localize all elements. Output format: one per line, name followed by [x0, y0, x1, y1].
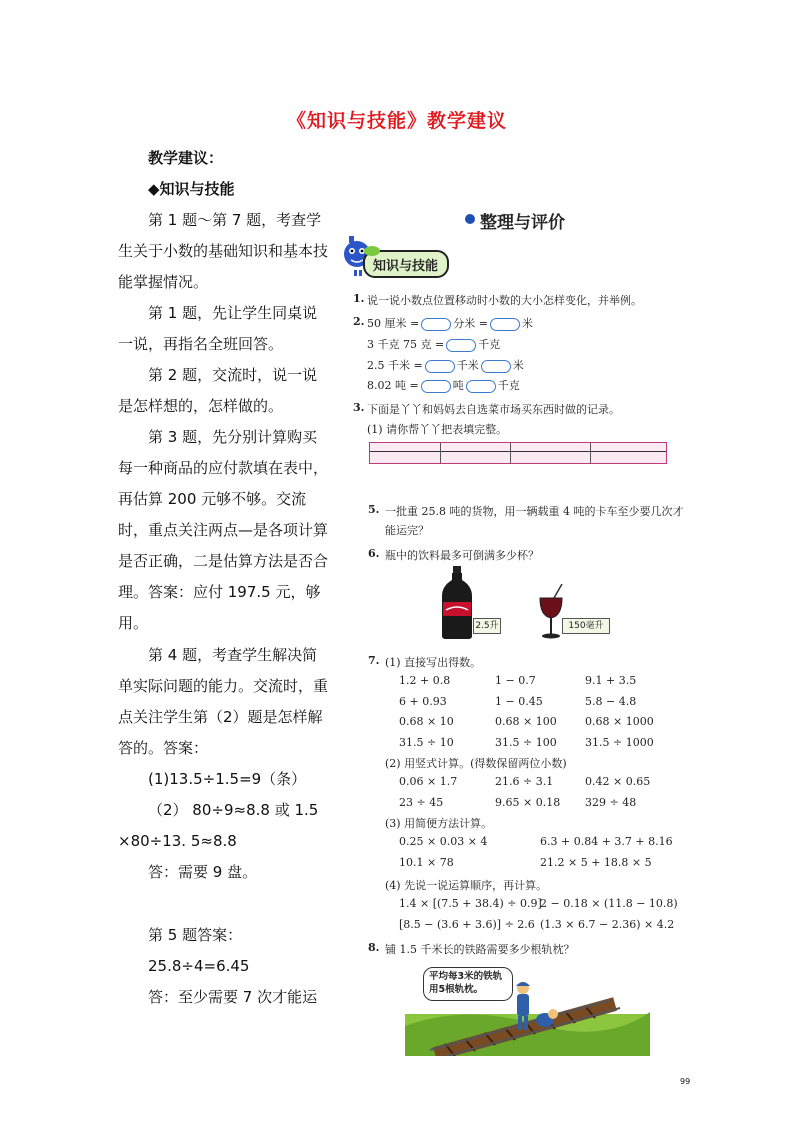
q2-line3: [367, 357, 524, 373]
q5-answer: 答：至少需要 7 次才能运: [148, 988, 318, 1006]
calc-item: 1 − 0.45: [495, 694, 543, 708]
q7-4-title: (4) 先说一说运算顺序，再计算。: [385, 879, 548, 892]
q2-l4b: 吨: [452, 379, 464, 392]
q7-1-title: (1) 直接写出得数。: [385, 656, 482, 669]
q7-3-title: (3) 用简便方法计算。: [385, 817, 493, 830]
q5-calc: 25.8÷4=6.45: [148, 957, 250, 975]
calc-item: 6 + 0.93: [399, 694, 447, 708]
calc-item: 23 ÷ 45: [399, 795, 444, 809]
q-num-5: 5.: [368, 503, 380, 516]
q2-l1a: 50 厘米 =: [367, 317, 420, 330]
page-title: 《知识与技能》教学建议: [286, 110, 507, 132]
calc-item: 2 − 0.18 × (11.8 − 10.8): [540, 897, 678, 910]
calc-item: 329 ÷ 48: [585, 795, 637, 809]
q5-text-b: 能运完？: [385, 524, 429, 537]
heading-teaching-advice: 教学建议：: [148, 149, 224, 167]
calc-item: 0.68 × 100: [495, 715, 557, 728]
table-col-line: [510, 443, 511, 463]
q2-l3a: 2.5 千米 =: [367, 359, 423, 372]
q3-sub: (1) 请你帮丫丫把表填完整。: [367, 423, 508, 436]
heading-knowledge-skill: ◆知识与技能: [148, 180, 235, 198]
q1-text: 说一说小数点位置移动时小数的大小怎样变化，并举例。: [367, 294, 642, 307]
blank-box: [425, 360, 455, 373]
blank-box: [421, 318, 451, 331]
blank-box: [421, 380, 451, 393]
calc-item: 0.25 × 0.03 × 4: [399, 835, 488, 848]
paragraph-q2: 第 2 题，交流时，说一说是怎样想的，怎样做的。: [118, 366, 318, 415]
wine-glass-icon: [537, 584, 565, 640]
blank-box: [466, 380, 496, 393]
calc-item: 9.65 × 0.18: [495, 795, 561, 809]
q-num-1: 1.: [353, 292, 365, 305]
q2-l1c: 米: [521, 317, 533, 330]
q8-text: 铺 1.5 千米长的铁路需要多少根轨枕？: [385, 943, 575, 956]
answer-2a: （2） 80÷9≈8.8 或 1.5: [148, 801, 319, 819]
bottle-label: 2.5升: [473, 618, 501, 634]
calc-item: 1 − 0.7: [495, 674, 536, 687]
calc-item: 9.1 + 3.5: [585, 674, 637, 687]
q2-l4c: 千克: [497, 379, 520, 392]
q2-l3b: 千米: [456, 359, 479, 372]
blank-box: [481, 360, 511, 373]
table-col-line: [440, 443, 441, 463]
q6-text: 瓶中的饮料最多可倒满多少杯？: [385, 549, 539, 562]
q2-l1b: 分米 =: [453, 317, 488, 330]
bottle-icon: [440, 566, 474, 640]
paragraph-q3: 第 3 题，先分别计算购买每一种商品的应付款填在表中，再估算 200 元够不够。交流时，重点关注两点—是各项计算是否正确，二是估算方法是否合理。答案：应付 197.5 元，够用。: [118, 428, 329, 632]
paragraph-q1: 第 1 题，先让学生同桌说一说，再指名全班回答。: [118, 304, 318, 353]
answer-1: (1)13.5÷1.5=9（条）: [148, 770, 307, 788]
calc-item: [8.5 − (3.6 + 3.6)] ÷ 2.6: [399, 917, 535, 931]
textbook-image: [335, 200, 684, 1060]
q2-line4: [367, 377, 520, 393]
calc-item: 0.68 × 1000: [585, 715, 654, 728]
calc-item: 0.06 × 1.7: [399, 775, 458, 788]
table-col-line: [590, 443, 591, 463]
section-title: 整理与评价: [480, 213, 565, 233]
bubble-text: 平均每3米的铁轨用5根轨枕。: [429, 971, 503, 995]
q-num-2: 2.: [353, 315, 365, 328]
page-number: 99: [680, 1077, 691, 1086]
glass-label: 150毫升: [562, 618, 610, 634]
calc-item: 1.4 × [(7.5 + 38.4) ÷ 0.9]: [399, 897, 542, 910]
q2-l4a: 8.02 吨 =: [367, 379, 419, 392]
calc-item: 6.3 + 0.84 + 3.7 + 8.16: [540, 835, 673, 848]
q5-heading: 第 5 题答案：: [148, 926, 243, 944]
paragraph-q1-7: 第 1 题～第 7 题，考查学生关于小数的基础知识和基本技能掌握情况。: [118, 211, 329, 291]
q-num-3: 3.: [353, 401, 365, 414]
calc-item: 21.2 × 5 + 18.8 × 5: [540, 855, 652, 869]
calc-item: (1.3 × 6.7 − 2.36) × 4.2: [540, 917, 675, 931]
q2-l2a: 3 千克 75 克 =: [367, 338, 445, 351]
q2-line1: [367, 315, 533, 331]
table-divider: [370, 451, 666, 452]
badge-label: 知识与技能: [373, 259, 439, 274]
calc-item: 31.5 ÷ 10: [399, 735, 454, 749]
leaf-icon: [363, 244, 381, 258]
q7-2-title: (2) 用竖式计算。(得数保留两位小数): [385, 757, 567, 770]
blank-box: [446, 339, 476, 352]
calc-item: 0.68 × 10: [399, 715, 454, 728]
calc-item: 31.5 ÷ 100: [495, 735, 557, 749]
answer-3: 答：需要 9 盘。: [148, 863, 258, 881]
q2-l2b: 千克: [478, 338, 501, 351]
answer-2b: ×80÷13. 5≈8.8: [118, 832, 237, 850]
q-num-8: 8.: [368, 941, 380, 954]
q2-l3c: 米: [512, 359, 524, 372]
calc-item: 10.1 × 78: [399, 855, 454, 869]
calc-item: 31.5 ÷ 1000: [585, 735, 654, 749]
q-num-6: 6.: [368, 547, 380, 560]
calc-item: 1.2 + 0.8: [399, 674, 451, 687]
q3-text: 下面是丫丫和妈妈去自选菜市场买东西时做的记录。: [367, 403, 620, 416]
bullet-dot-icon: [465, 214, 475, 224]
blank-box: [490, 318, 520, 331]
calc-item: 21.6 ÷ 3.1: [495, 775, 554, 788]
paragraph-q4: 第 4 题，考查学生解决简单实际问题的能力。交流时，重点关注学生第（2）题是怎样解答的。答案：: [118, 646, 329, 757]
record-table: [369, 442, 667, 464]
q5-text: 一批重 25.8 吨的货物，用一辆载重 4 吨的卡车至少要几次才: [385, 505, 684, 518]
q-num-7: 7.: [368, 654, 380, 667]
q2-line2: [367, 336, 500, 352]
calc-item: 0.42 × 0.65: [585, 775, 651, 788]
calc-item: 5.8 − 4.8: [585, 694, 637, 708]
